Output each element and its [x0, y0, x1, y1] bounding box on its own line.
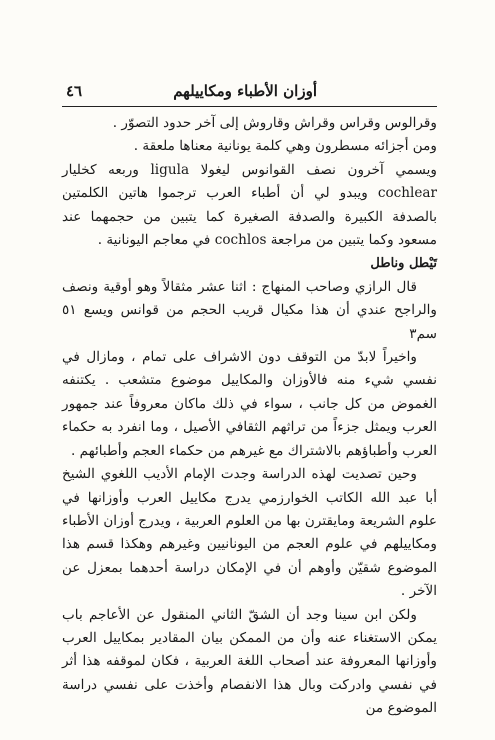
body-text — [62, 112, 437, 721]
page-number: ٤٦ — [66, 82, 83, 100]
paragraph: واخيراً لابدّ من التوقف دون الاشراف على تمام ، ومازال في نفسي شيء منه فالأوزان والمكاييل موضوع متشعب . يكتنفه الغموض من كل جانب ، سواء في ذلك ماكان معروفاً عند جمهور العرب ويمثل جزءاً من تراثهم الثقافي الأصيل ، وما انفرد به حكماء العرب وأطباؤهم بالاشتراك مع غيرهم من حكماء العجم وأطبائهم . — [62, 349, 437, 459]
section-heading: تَيْطل وناطل — [370, 256, 437, 272]
page-header — [62, 82, 437, 107]
paragraph: ولكن ابن سينا وجد أن الشقّ الثاني المنقول عن الأعاجم باب يمكن الاستغناء عنه وأن من الممكن بيان المقادير بمكاييل العرب وأوزانها المعروفة عند أصحاب اللغة العربية ، فكان لموقفه هذا أثر في نفسي وادركت وبال هذا الانفصام وأخذت على نفسي دراسة الموضوع من — [62, 606, 437, 717]
paragraph: وقرالوس وقراس وقراش وقاروش إلى آخر حدود التصوّر . — [112, 115, 437, 131]
paragraph: ويسمي آخرون نصف القوانوس ليغولا ligula وربعه كخليار cochlear ويبدو لي أن أطباء العرب ترجموا هاتين الكلمتين بالصدفة الكبيرة والصدفة الصغيرة كما يتبين من حجمهما عند مسعود وكما يتبين من مراجعة cochlos في معاجم اليونانية . — [62, 161, 437, 249]
paragraph: ومن أجزائه مسطرون وهي كلمة يونانية معناها ملعقة . — [133, 138, 437, 155]
paragraph: قال الرازي وصاحب المنهاج : اثنا عشر مثقالاً وهو أوقية ونصف والراجح عندي أن هذا مكيال قريب الحجم من قوانس ويسع ٥١ سم٣ — [62, 278, 437, 342]
paragraph: وحين تصديت لهذه الدراسة وجدت الإمام الأديب اللغوي الشيخ أبا عبد الله الكاتب الخوارزمي يدرج مكاييل العرب وأوزانها في علوم الشريعة ومايقترن بها من العلوم العربية ، ويدرج أوزان الأطباء ومكاييلهم في علوم العجم من اليونانيين وغيرهم وهكذا قسم هذا الموضوع شقيّن وأوهم أن في الإمكان دراسة أحدهما بمعزل عن الآخر . — [62, 466, 437, 600]
running-title: أوزان الأطباء ومكاييلهم — [173, 82, 317, 100]
